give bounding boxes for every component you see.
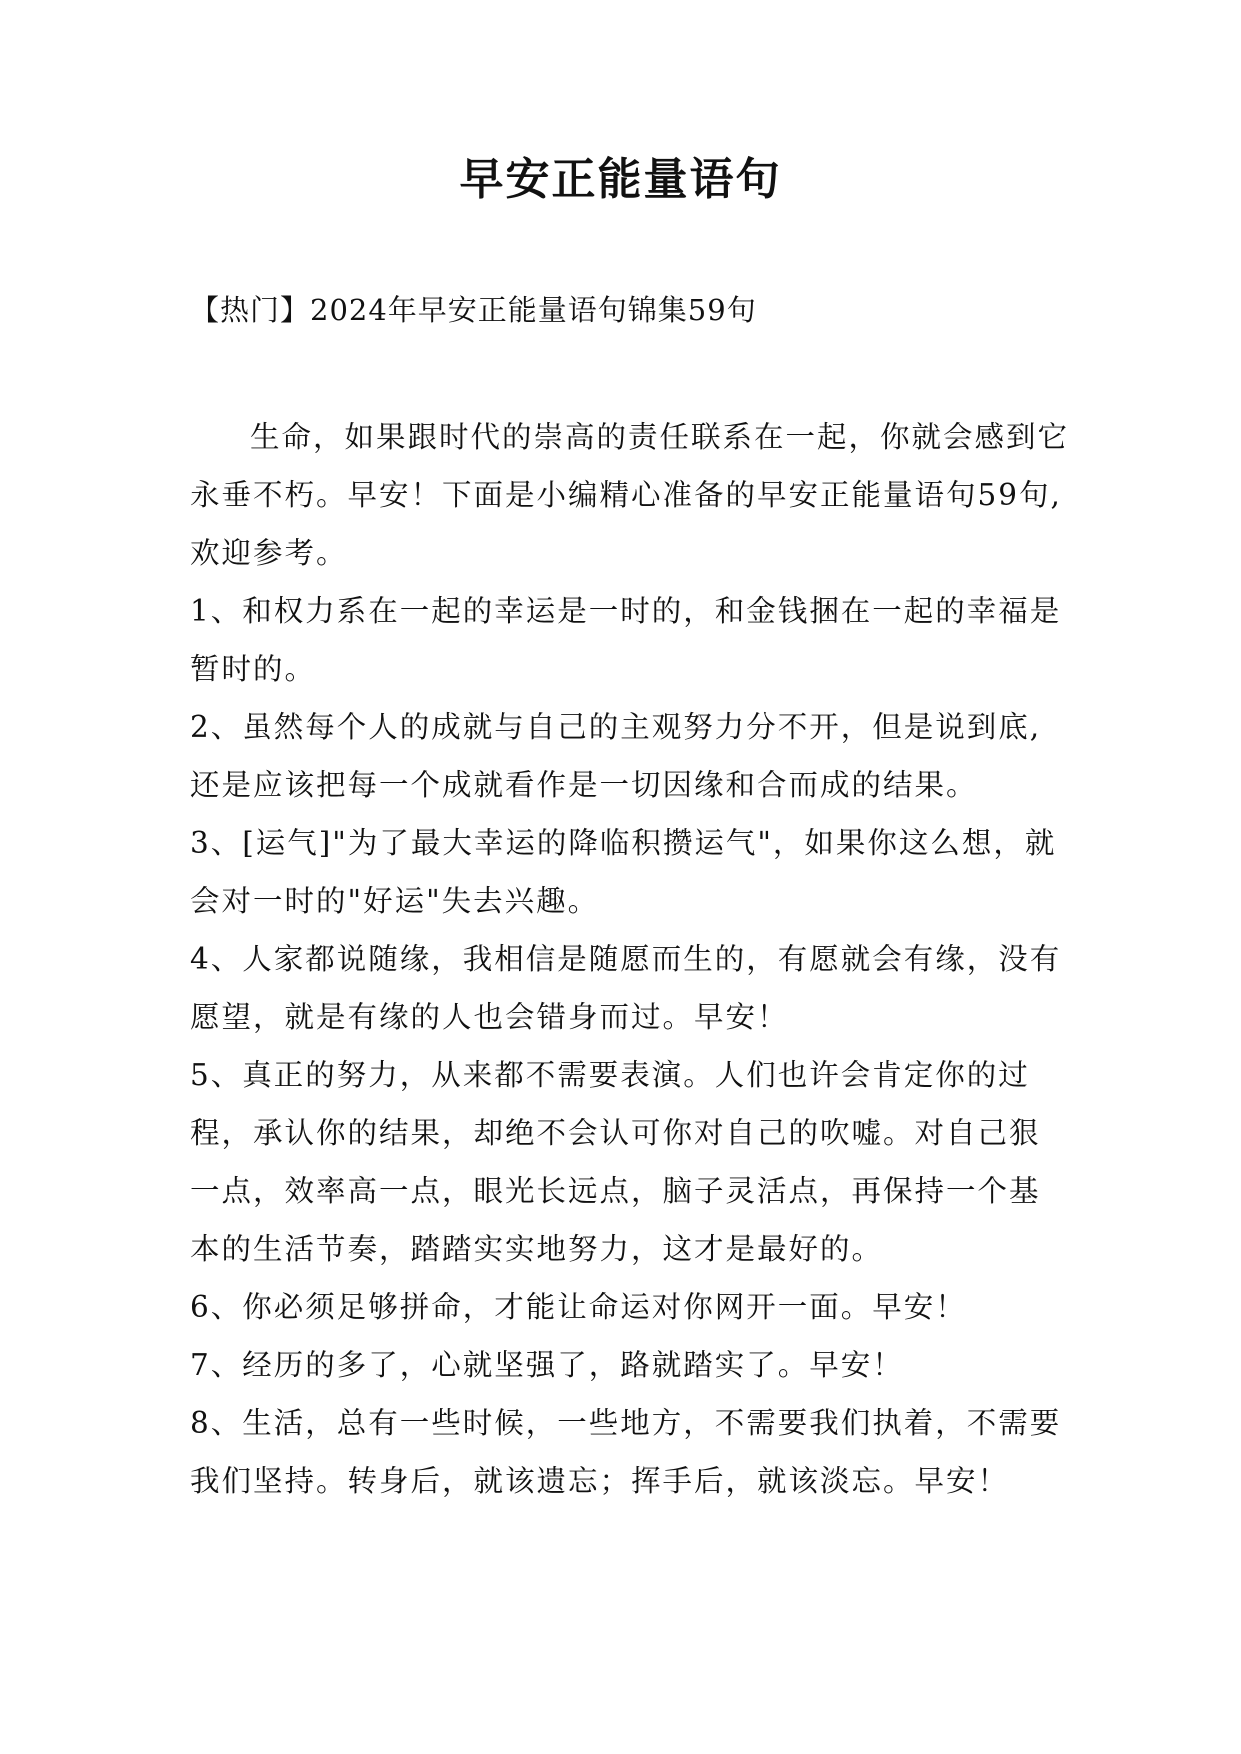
list-item: 7、经历的多了，心就坚强了，路就踏实了。早安！ <box>190 1348 904 1382</box>
list-item: 6、你必须足够拼命，才能让命运对你网开一面。早安！ <box>190 1290 967 1324</box>
list-item: 1、和权力系在一起的幸运是一时的，和金钱捆在一起的幸福是暂时的。 <box>190 594 1062 686</box>
document-body <box>190 408 1070 1510</box>
list-item: 2、虽然每个人的成就与自己的主观努力分不开，但是说到底,还是应该把每一个成就看作是一切因缘和合而成的结果。 <box>190 710 1042 802</box>
list-item: 3、[运气]"为了最大幸运的降临积攒运气"，如果你这么想，就会对一时的"好运"失去兴趣。 <box>190 826 1057 918</box>
list-item: 4、人家都说随缘，我相信是随愿而生的，有愿就会有缘，没有愿望，就是有缘的人也会错身而过。早安！ <box>190 942 1062 1034</box>
document-title: 早安正能量语句 <box>459 154 782 205</box>
intro-paragraph: 生命，如果跟时代的崇高的责任联系在一起，你就会感到它永垂不朽。早安！下面是小编精心准备的早安正能量语句59句,欢迎参考。 <box>190 420 1070 570</box>
list-item: 8、生活，总有一些时候，一些地方，不需要我们执着，不需要我们坚持。转身后，就该遗忘；挥手后，就该淡忘。早安！ <box>190 1406 1062 1498</box>
list-item: 5、真正的努力，从来都不需要表演。人们也许会肯定你的过程，承认你的结果，却绝不会认可你对自己的吹嘘。对自己狠一点，效率高一点，眼光长远点，脑子灵活点，再保持一个基本的生活节奏，踏踏实实地努力，这才是最好的。 <box>190 1058 1041 1266</box>
document-subtitle: 【热门】2024年早安正能量语句锦集59句 <box>190 293 757 327</box>
